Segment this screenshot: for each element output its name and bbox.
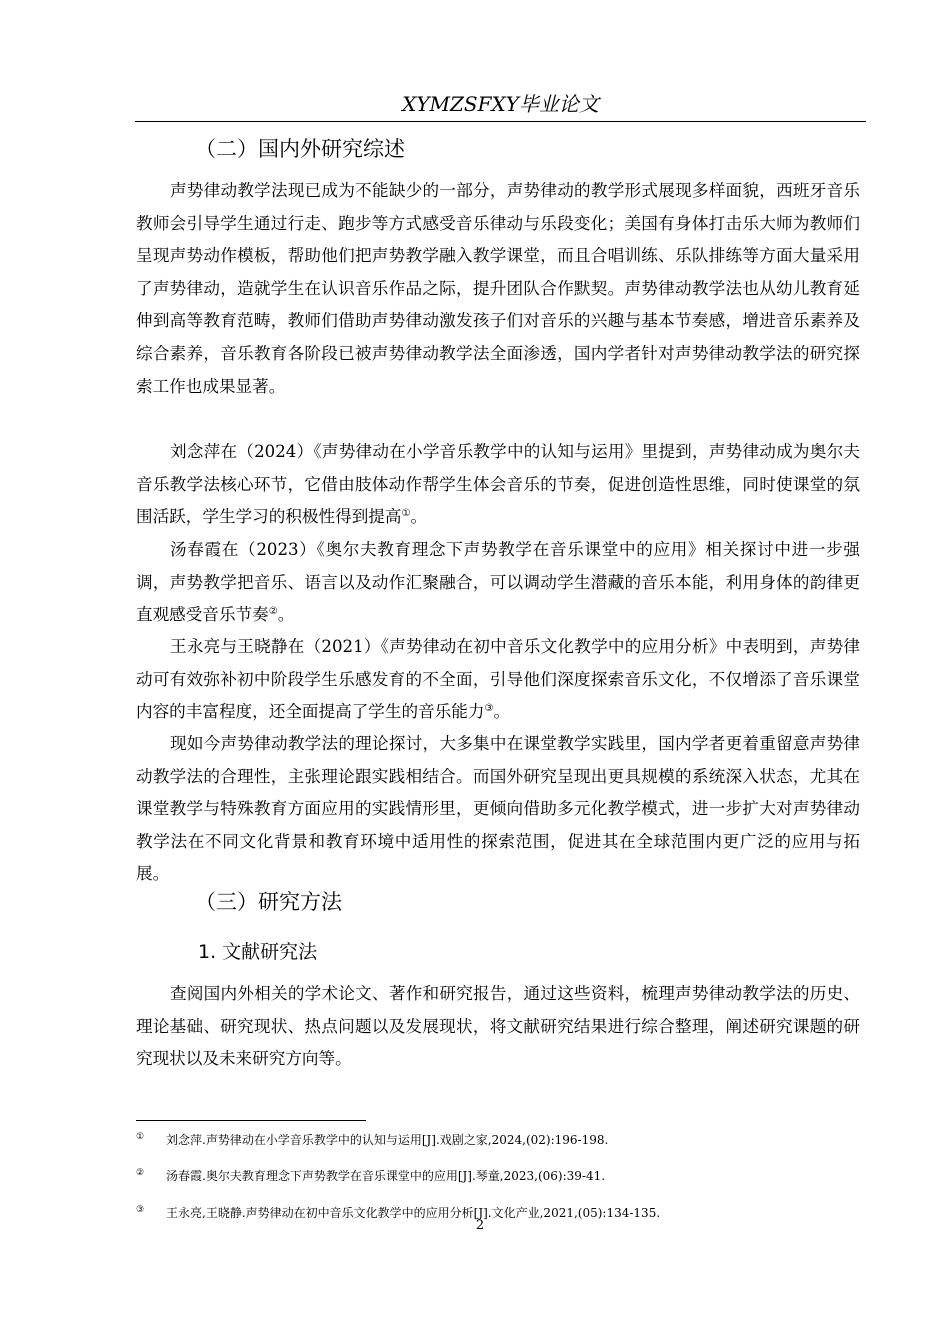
paragraph-6 xyxy=(136,978,860,1076)
footnote-ref-2[interactable]: ② xyxy=(268,606,278,618)
footnote-2-text: 汤春霞.奥尔夫教育理念下声势教学在音乐课堂中的应用[J].琴童,2023,(06):39-41. xyxy=(166,1169,606,1183)
paragraph-1 xyxy=(136,175,860,403)
subsection-heading-literature-method: 1. 文献研究法 xyxy=(198,941,318,963)
footnote-3-text: 王永亮,王晓静.声势律动在初中音乐文化教学中的应用分析[J].文化产业,2021,(05):134-135. xyxy=(166,1206,661,1220)
paragraph-3-text: 汤春霞在（2023）《奥尔夫教育理念下声势教学在音乐课堂中的应用》相关探讨中进一步强调，声势教学把音乐、语言以及动作汇聚融合，可以调动学生潜藏的音乐本能，利用身体的韵律更直观感受音乐节奏 xyxy=(136,540,860,625)
paragraph-6-text: 查阅国内外相关的学术论文、著作和研究报告，通过这些资料，梳理声势律动教学法的历史、理论基础、研究现状、热点问题以及发展现状，将文献研究结果进行综合整理，阐述研究课题的研究现状以及未来研究方向等。 xyxy=(136,984,860,1069)
paragraph-2-end: 。 xyxy=(410,507,428,527)
paragraph-2-text: 刘念萍在（2024）《声势律动在小学音乐教学中的认知与运用》里提到，声势律动成为奥尔夫音乐教学法核心环节，它借由肢体动作帮学生体会音乐的节奏，促进创造性思维，同时使课堂的氛围活跃，学生学习的积极性得到提高 xyxy=(136,442,860,527)
footnote-ref-3[interactable]: ③ xyxy=(484,703,494,715)
paragraph-1-text: 声势律动教学法现已成为不能缺少的一部分，声势律动的教学形式展现多样面貌，西班牙音乐教师会引导学生通过行走、跑步等方式感受音乐律动与乐段变化；美国有身体打击乐大师为教师们呈现声势动作模板，帮助他们把声势教学融入教学课堂，而且合唱训练、乐队排练等方面大量采用了声势律动，造就学生在认识音乐作品之际，提升团队合作默契。声势律动教学法也从幼儿教育延伸到高等教育范畴，教师们借助声势律动激发孩子们对音乐的兴趣与基本节奏感，增进音乐素养及综合素养，音乐教育各阶段已被声势律动教学法全面渗透，国内学者针对声势律动教学法的研究探索工作也成果显著。 xyxy=(136,181,860,396)
section-heading-literature-review: （二）国内外研究综述 xyxy=(195,137,405,161)
footnote-ref-1[interactable]: ① xyxy=(401,508,411,520)
paragraph-3-end: 。 xyxy=(277,605,295,625)
paragraph-4 xyxy=(136,631,860,729)
paragraph-5 xyxy=(136,728,860,891)
header-rule xyxy=(135,121,866,122)
footnote-1-mark: ① xyxy=(136,1132,145,1142)
footnote-2-mark: ② xyxy=(136,1168,145,1178)
footnote-1-text: 刘念萍.声势律动在小学音乐教学中的认知与运用[J].戏剧之家,2024,(02):196-198. xyxy=(166,1133,609,1147)
footnote-3-mark: ③ xyxy=(136,1205,145,1215)
running-header: XYMZSFXY毕业论文 xyxy=(402,92,599,116)
footnote-separator xyxy=(136,1120,366,1121)
paragraph-4-end: 。 xyxy=(493,702,511,722)
page-number: 2 xyxy=(475,1218,485,1233)
section-heading-research-methods: （三）研究方法 xyxy=(195,890,342,914)
paragraph-4-text: 王永亮与王晓静在（2021）《声势律动在初中音乐文化教学中的应用分析》中表明到，声势律动可有效弥补初中阶段学生乐感发育的不全面，引导他们深度探索音乐文化，不仅增添了音乐课堂内容的丰富程度，还全面提高了学生的音乐能力 xyxy=(136,637,860,722)
paragraph-2 xyxy=(136,436,860,534)
paragraph-5-text: 现如今声势律动教学法的理论探讨，大多集中在课堂教学实践里，国内学者更着重留意声势律动教学法的合理性，主张理论跟实践相结合。而国外研究呈现出更具规模的系统深入状态，尤其在课堂教学与特殊教育方面应用的实践情形里，更倾向借助多元化教学模式，进一步扩大对声势律动教学法在不同文化背景和教育环境中适用性的探索范围，促进其在全球范围内更广泛的应用与拓展。 xyxy=(136,734,860,884)
paragraph-3 xyxy=(136,534,860,632)
